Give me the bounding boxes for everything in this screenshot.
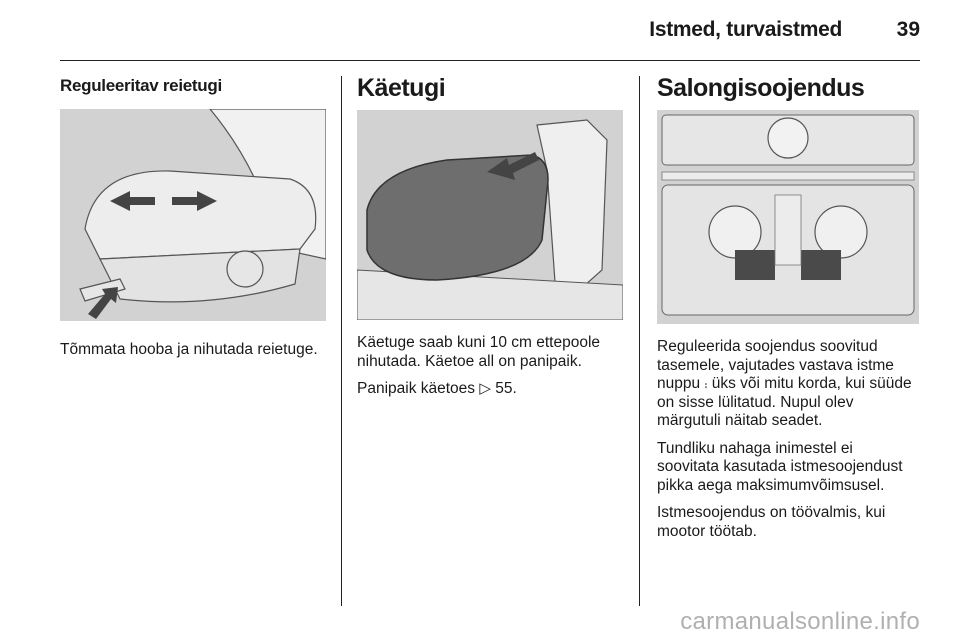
armrest-description: Käetuge saab kuni 10 cm ettepoole nihutada. Käetoe all on panipaik. — [357, 334, 601, 370]
column-seat-heating — [657, 74, 919, 550]
seat-thigh-support-illustration — [60, 109, 326, 321]
seat-heating-instruction-end: üks või mitu korda, kui süüde on sisse lülitatud. Nupul olev märgutuli näitab seadet. — [657, 375, 912, 429]
column-divider — [341, 76, 342, 606]
page-header-title: Istmed, turvaistmed — [649, 18, 842, 41]
seat-heating-icon: ⨾ — [704, 375, 708, 392]
arrow-ref-icon: ▷ — [479, 380, 491, 397]
page-number: 39 — [896, 18, 920, 41]
column-thigh-support — [60, 74, 326, 369]
thigh-support-instruction: Tõmmata hooba ja nihutada reietuge. — [60, 341, 318, 358]
armrest-storage-page-link[interactable]: 55. — [495, 380, 517, 397]
section-heading-seat-heating: Salongisoojendus — [657, 74, 865, 102]
column-divider — [639, 76, 640, 606]
seat-heating-instruction-start: Reguleerida soojendus soovitud tasemele, vajutades vastava istme nuppu — [657, 338, 894, 392]
climate-control-panel-illustration — [657, 110, 919, 324]
column-armrest — [357, 74, 623, 408]
header-rule — [60, 60, 920, 61]
section-heading-armrest: Käetugi — [357, 74, 446, 102]
armrest-illustration — [357, 110, 623, 320]
section-heading-thigh-support: Reguleeritav reietugi — [60, 76, 222, 95]
seat-heating-warning: Tundliku nahaga inimestel ei soovitata kasutada istmesoojendust pikka aega maksimumvõimsusel. — [657, 439, 903, 494]
armrest-storage-label: Panipaik käetoes — [357, 380, 476, 397]
seat-heating-readiness: Istmesoojendus on töövalmis, kui mootor töötab. — [657, 504, 886, 540]
armrest-storage-ref — [357, 380, 623, 399]
watermark: carmanualsonline.info — [680, 608, 920, 635]
seat-heating-instruction — [657, 338, 919, 431]
